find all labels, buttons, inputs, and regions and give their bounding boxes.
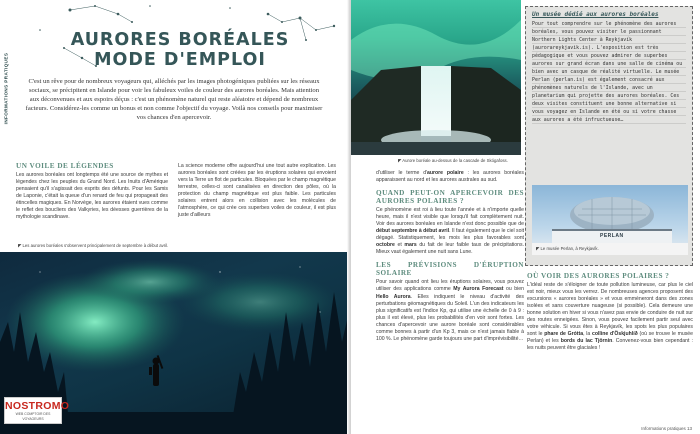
page-title (60, 30, 300, 70)
photo-caption-text: Les aurores boréales s'observent principalement de septembre à début avril. (22, 243, 169, 248)
right-page (351, 0, 700, 434)
waterfall-photo (351, 0, 521, 155)
page-footer: Informations pratiques 13 (641, 426, 692, 431)
museum-sidebar-title: Un musée dédié aux aurores boréales (532, 11, 659, 18)
perlan-sign: PERLAN (600, 233, 624, 239)
brand-logo-tagline: WEB COMPTOIR DES VOYAGEURS (15, 412, 51, 421)
intro-paragraph: C'est un rêve pour de nombreux voyageurs qui, alléchés par les images photogéniques publiées sur les réseaux sociaux, se précipitent en Islande pour voir les fabuleux voiles de couleur des aurores boréales. Mais attention aux déconvenues et aux espoirs déçus : c'est un phénomène naturel qui reste aléatoire et dépend de nombreux facteurs. Considérez-les comme un bonus et non comme l'objectif du voyage. Voilà nos conseils pour maximiser vos chances d'en apercevoir. (25, 78, 323, 121)
section-where-heading: OÙ VOIR DES AURORES POLAIRES ? (527, 272, 670, 280)
section-legends-text: Les aurores boréales ont longtemps été une source de mythes et légendes chez les peuples du Grand Nord. Les Inuits d'Amérique pensaient qu'il s'agissait des esprits des défunts. Pour les Samis de Laponie, c'était la queue d'un renard de feu qui propageait des étincelles magiques. En Norvège, les aurores étaient vues comme le reflet des boucliers des Valkyries, les déesses guerrières de la mythologie scandinave. (16, 172, 168, 221)
brand-logo (4, 397, 70, 424)
section-legends-heading: UN VOILE DE LÉGENDES (16, 162, 114, 170)
section-when-heading: QUAND PEUT-ON APERCEVOIR DES AURORES POLAIRES ? (376, 189, 524, 206)
brand-logo-name: NOSTROMO (5, 400, 70, 412)
section-legends (16, 162, 168, 221)
aurora-polaire-paragraph: d'utiliser le terme d'aurore polaire : les aurores boréales apparaissent au nord et les aurores australes au sud. (376, 170, 524, 184)
museum-sidebar (525, 6, 693, 266)
waterfall-caption: ◤ Aurore boréale au-dessus de la cascade de Skógafoss. (398, 158, 508, 163)
perlan-photo (532, 185, 688, 255)
perlan-caption: ◤ Le musée Perlan, à Reykjavík. (536, 246, 599, 251)
section-where (527, 272, 693, 352)
section-forecast-text: Pour savoir quand ont lieu les éruptions solaires, vous pouvez utiliser des applications comme My Aurora Forecast ou bien Hello Aurora. Elles indiquent le niveau d'activité des perturbations géomagnétiques du Soleil. L'un des indicateurs les plus significatifs est l'indice Kp, qui utilise une échelle de 0 à 9 : plus il est élevé, plus les probabilités d'en voir sont fortes. Les chances d'apercevoir une aurore boréale sont considérables comme bonnes à partir d'un Kp 3, mais ce n'est jamais fiable à 100 %. Le phénomène garde toujours une part d'imprévisibilité… (376, 279, 524, 342)
title-line-2: MODE D'EMPLOI (94, 50, 266, 70)
waterfall-caption-text: Aurore boréale au-dessus de la cascade de Skógafoss. (402, 158, 508, 163)
section-where-text: L'idéal reste de s'éloigner de toute pollution lumineuse, car plus le ciel est noir, mieux vous les verrez. De nombreuses agences proposent des excursions « aurores boréales » et vous emmèneront dans des zones isolées et sans couverture nuageuse (si possible). Cela demeure une bonne solution en hiver si vous n'avez pas envie de conduire de nuit sur des routes enneigées. Sinon, vous pouvez facilement partir seul avec votre véhicule. Si vous êtes à Reykjavík, les spots les plus populaires sont le phare de Grótta, la colline d'Öskjuhlíð (où se trouve le musée Perlan) et les bords du lac Tjörnin. Convenez-vous bien cependant : les nuits peuvent être glaciales ! (527, 282, 694, 352)
section-forecast-heading: LES PRÉVISIONS D'ÉRUPTION SOLAIRE (376, 261, 524, 278)
title-line-1: AURORES BORÉALES (70, 30, 290, 50)
museum-sidebar-text: Pour tout comprendre sur le phénomène des aurores boréales, vous pouvez visiter le passionnant Northern Lights Center à Reykjavík (aurorareykjavik.is). L'exposition est très pédagogique et vous pouvez admirer de superbes aurores sur grand écran dans une salle de cinéma ou bien avec un casque de réalité virtuelle. Le musée Perlan (perlan.is) est également consacré aux phénomènes naturels de l'Islande, avec un planetarium qui projette des aurores boréales. Ces deux visites constituent une bonne alternative si vous voyagez en Islande en été ou si votre chasse aux aurores a été infructueuse… (532, 20, 686, 124)
photo-caption: ◤ Les aurores boréales s'observent principalement de septembre à début avril. (18, 243, 169, 248)
right-col1 (376, 170, 524, 343)
section-legends-col2: La science moderne offre aujourd'hui une tout autre explication. Les aurores boréales sont créées par les éruptions solaires qui envoient vers la Terre un flot de particules. Bloquées par le champ magnétique terrestre, celles-ci sont canalisées en direction des pôles, où la protection du champ magnétique est plus faible. Les particules solaires entrent alors en collision avec les molécules de l'atmosphère, ce qui crée ces superbes voiles de couleur, il est plus juste d'ailleurs (178, 163, 336, 219)
side-tab-label: INFORMATIONS PRATIQUES (3, 52, 9, 124)
left-page (0, 0, 349, 434)
section-when-text: Ce phénomène est roi à lieu toute l'année et à n'importe quelle heure, mais il n'est visible que lorsqu'il fait complètement nuit. Voir des aurores boréales en Islande n'est donc possible que de début septembre à début avril. Il faut également que le ciel soit dégagé. Statistiquement, les mois les plus favorables sont octobre et mars du fait de leur faible taux de précipitations. Mieux vaut également une nuit sans Lune. (376, 207, 525, 256)
